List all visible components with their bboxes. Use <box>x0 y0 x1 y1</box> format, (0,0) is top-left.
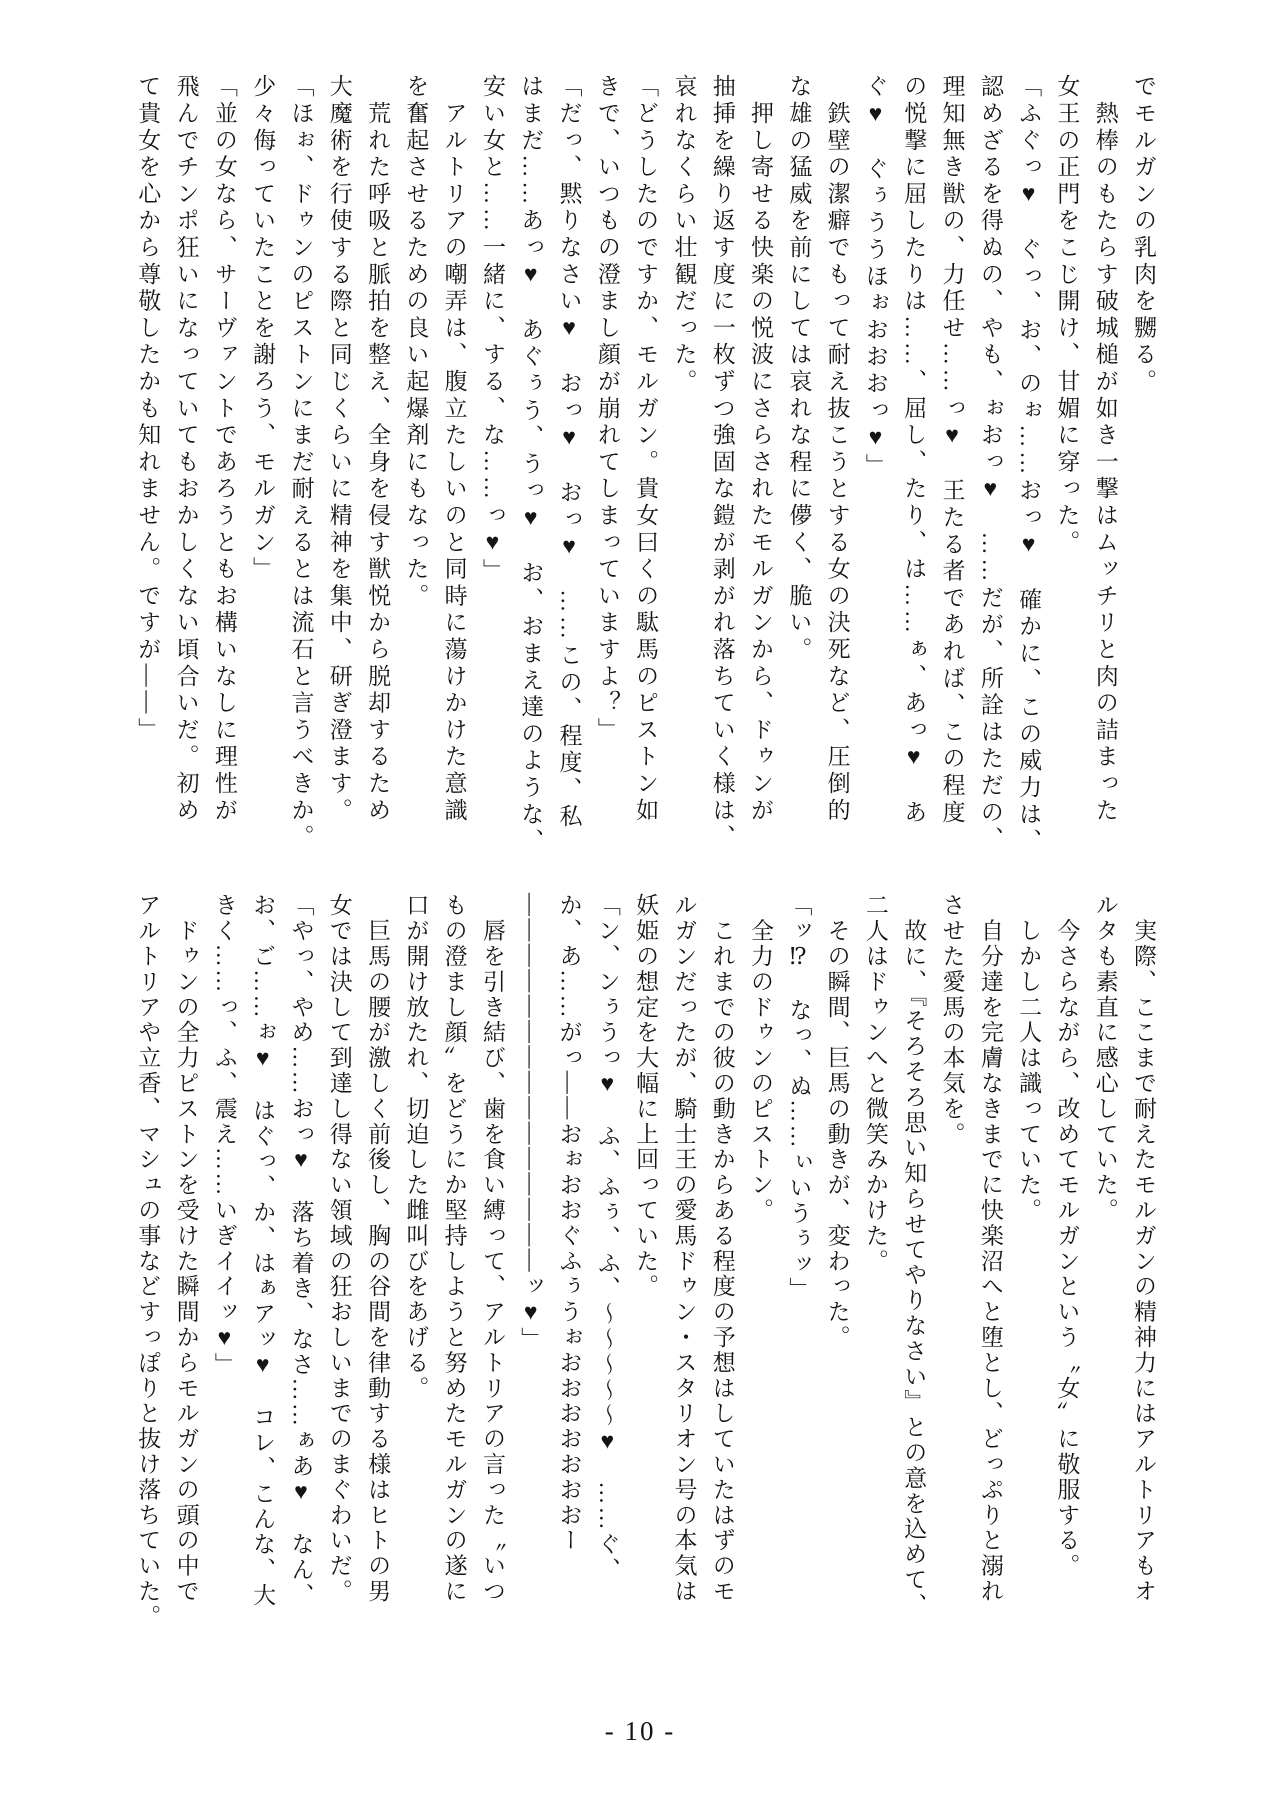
text-column: お、ご……ぉ♥ はぐっ、か、はぁアッ♥ コレ、こんな、大 <box>250 893 276 1609</box>
page-number: - 10 - <box>604 1716 676 1746</box>
text-column: 荒れた呼吸と脈拍を整え、全身を侵す獣悦から脱却するため <box>365 74 391 825</box>
text-column: 実際、ここまで耐えたモルガンの精神力にはアルトリアもオ <box>1131 893 1156 1605</box>
text-column: 抽挿を繰り返す度に一枚ずつ強固な鎧が剥がれ落ちていく様は、 <box>709 74 735 852</box>
text-column: 今さらながら、改めてモルガンという〝女〟に敬服する。 <box>1054 893 1080 1579</box>
text-block-top <box>128 74 1162 864</box>
text-column: ルガンだったが、騎士王の愛馬ドゥン・スタリオン号の本気は <box>671 893 697 1605</box>
text-column: しかし二人は識っていた。 <box>1016 893 1042 1224</box>
text-column: の悦撃に屈したりは……、屈し、たり、は……ぁ、あっ♥ あ <box>901 74 927 827</box>
text-column: ドゥンの全力ピストンを受けた瞬間からモルガンの頭の中で <box>173 893 199 1605</box>
text-column: アルトリアの嘲弄は、腹立たしいのと同時に蕩けかけた意識 <box>441 74 467 825</box>
text-column: はまだ……あっ♥ あぐぅう、うっ♥ お、おまえ達のような、 <box>518 74 544 856</box>
text-column: 「並の女なら、サーヴァントであろうともお構いなしに理性が <box>211 74 237 825</box>
text-column: 自分達を完膚なきまでに快楽沼へと堕とし、どっぷりと溺れ <box>977 893 1003 1605</box>
text-column: これまでの彼の動きからある程度の予想はしていたはずのモ <box>709 893 735 1605</box>
text-column: 「ン、ンぅうっ♥ ふ、ふぅ、ふ、〜〜〜〜〜♥ ……ぐ、 <box>594 893 620 1583</box>
text-column: 女では決して到達し得ない領域の狂おしいまでのまぐわいだ。 <box>326 893 352 1605</box>
text-column: 「ふぐっ♥ ぐっ、お、のぉ……おっ♥ 確かに、この威力は、 <box>1016 74 1042 856</box>
text-column: 巨馬の腰が激しく前後し、胸の谷間を律動する様はヒトの男 <box>365 893 391 1605</box>
text-column: な雄の猛威を前にしては哀れな程に儚く、脆い。 <box>786 74 812 664</box>
text-column: 「だっ、黙りなさい♥ おっ♥ おっ♥ ……この、程度、私 <box>556 74 582 831</box>
text-column: 安い女と……一緒に、する、な……っ♥」 <box>479 74 505 586</box>
text-column: きで、いつもの澄まし顔が崩れてしまっていますよ？」 <box>594 74 620 744</box>
text-column: 「やっ、やめ……おっ♥ 落ち着き、なさ……ぁあ♥ なん、 <box>288 893 314 1609</box>
text-column: 熱棒のもたらす破城槌が如き一撃はムッチリと肉の詰まった <box>1092 74 1118 825</box>
text-column: 飛んでチンポ狂いになっていてもおかしくない頃合いだ。初め <box>173 74 199 825</box>
text-column: か、あ……がっ――おぉおおぐふぅうぉおおおおおおおー <box>556 893 582 1554</box>
text-column: 唇を引き結び、歯を食い縛って、アルトリアの言った〝いつ <box>479 893 505 1605</box>
text-column: を奮起させるための良い起爆剤にもなった。 <box>403 74 429 610</box>
text-column: 哀れなくらい壮観だった。 <box>671 74 697 396</box>
text-column: 二人はドゥンへと微笑みかけた。 <box>862 893 888 1274</box>
text-column: 鉄壁の潔癖でもって耐え抜こうとする女の決死など、圧倒的 <box>824 74 850 825</box>
text-column: ぐ♥ ぐぅううほぉおおおっ♥」 <box>862 74 888 480</box>
text-column: 大魔術を行使する際と同じくらいに精神を集中、研ぎ澄ます。 <box>326 74 352 825</box>
text-column: アルトリアや立香、マシュの事などすっぽりと抜け落ちていた。 <box>135 893 161 1630</box>
text-column: 押し寄せる快楽の悦波にさらされたモルガンから、ドゥンが <box>748 74 774 825</box>
text-column: 故に、『そろそろ思い知らせてやりなさい』との意を込めて、 <box>901 893 927 1619</box>
text-block-bottom <box>128 893 1162 1668</box>
text-column: 「どうしたのですか、モルガン。貴女曰くの駄馬のピストン如 <box>633 74 659 825</box>
text-column: その瞬間、巨馬の動きが、変わった。 <box>824 893 850 1351</box>
text-column: ルタも素直に感心していた。 <box>1092 893 1118 1224</box>
text-column: 「ほぉ、ドゥンのピストンにまだ耐えるとは流石と言うべきか。 <box>288 74 314 852</box>
text-column: 「ッ⁉ なっ、ぬ……ぃいうぅッ」 <box>786 893 812 1303</box>
text-column: 少々侮っていたことを謝ろう、モルガン」 <box>250 74 276 584</box>
text-column: 口が開け放たれ、切迫した雌叫びをあげる。 <box>403 893 429 1401</box>
text-column: 妖姫の想定を大幅に上回っていた。 <box>633 893 659 1300</box>
text-column: 女王の正門をこじ開け、甘媚に穿った。 <box>1054 74 1080 557</box>
text-column: きく……っ、ふ、震え……いぎイイッ♥」 <box>211 893 237 1378</box>
text-column: 認めざるを得ぬの、やも、ぉおっ♥ ……だが、所詮はただの、 <box>977 74 1003 854</box>
text-column: 理知無き獣の、力任せ……っ♥ 王たる者であれば、この程度 <box>939 74 965 827</box>
text-column: でモルガンの乳肉を嬲る。 <box>1131 74 1156 396</box>
text-column: させた愛馬の本気を。 <box>939 893 965 1147</box>
text-column: ―――――――――――――――ッ♥」 <box>518 893 544 1353</box>
text-column: もの澄まし顔〟をどうにか堅持しようと努めたモルガンの遂に <box>441 893 467 1605</box>
text-column: 全力のドゥンのピストン。 <box>748 893 774 1224</box>
text-column: て貴女を心から尊敬したかも知れません。ですが――」 <box>135 74 161 744</box>
